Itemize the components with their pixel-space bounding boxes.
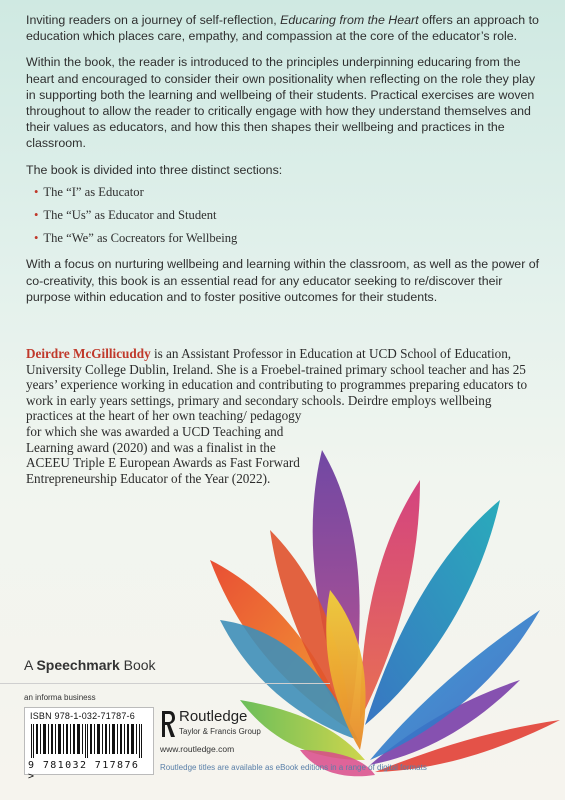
routledge-name: Routledge [179,708,248,725]
bullet-icon: • [34,208,39,223]
section-item: • The “I” as Educator [34,184,144,199]
blurb-intro [26,12,546,44]
routledge-url: www.routledge.com [160,744,235,754]
author-bio-text: is an Assistant Professor in Education at UCD School of Education, University College Dublin, Ireland. She is a Froebel-trained primary school teacher and has 25 years’ experience working in education and contributing to programmes preparing educators to work in early years settings, primary and secondary schools. Deirdre employs wellbeing [26,346,528,408]
blurb-paragraph-4: With a focus on nurturing wellbeing and learning within the classroom, as well as the power of co-creativity, this book is an essential read for any educator seeking to re/discover their purpose within education and to foster positive outcomes for their students. [26,257,540,304]
ebook-availability-note: Routledge titles are available as eBook editions in a range of digital formats [160,763,427,772]
blurb-paragraph-2: Within the book, the reader is introduced to the principles underpinning educaring from the heart and encouraged to consider their own positionality when reflecting on the role they play in supporting both the learning and wellbeing of their students. Practical exercises are woven throughout to allow the reader to critically engage with how they understand themselves and their values as educators, and how this then shapes their wellbeing and practices in the classroom. [26,55,536,151]
book-title: Educaring from the Heart [280,13,419,27]
speechmark-logo-icon: Speechmark [36,657,120,673]
author-bio-narrow: practices at the heart of her own teaching/ pedagogy for which she was awarded a UCD Teaching and Learning award (2020) and was a finalist in the ACEEU Triple E European Awards as Fast Forward Entrepreneurship Educator of the Year (2022). [26,408,302,486]
author-name: Deirdre McGillicuddy [26,346,151,361]
publisher-line: A Speechmark Book [24,657,156,673]
sections-list [26,184,546,247]
barcode-number: 9 781032 717876 > [28,760,140,782]
back-cover-blurb [26,12,546,315]
section-item: • The “Us” as Educator and Student [34,208,217,223]
bullet-icon: • [34,231,39,246]
barcode-icon [31,724,147,758]
blurb-intro-end: offers an approach to education which places care, empathy, and compassion at the core of the educator’s role. [26,13,539,44]
author-bio [26,346,546,486]
informa-business-label: an informa business [24,693,96,702]
routledge-group: Taylor & Francis Group [179,727,261,736]
author-bio-full-width [26,346,546,408]
blurb-paragraph-3: The book is divided into three distinct sections: [26,162,283,177]
isbn-text: ISBN 978-1-032-71787-6 [30,711,135,721]
blurb-intro-start: Inviting readers on a journey of self-reflection, [26,13,281,27]
section-item: • The “We” as Cocreators for Wellbeing [34,231,238,246]
isbn-barcode [24,707,154,782]
bullet-icon: • [34,184,39,199]
divider [0,683,330,684]
routledge-logo-icon [160,709,176,739]
